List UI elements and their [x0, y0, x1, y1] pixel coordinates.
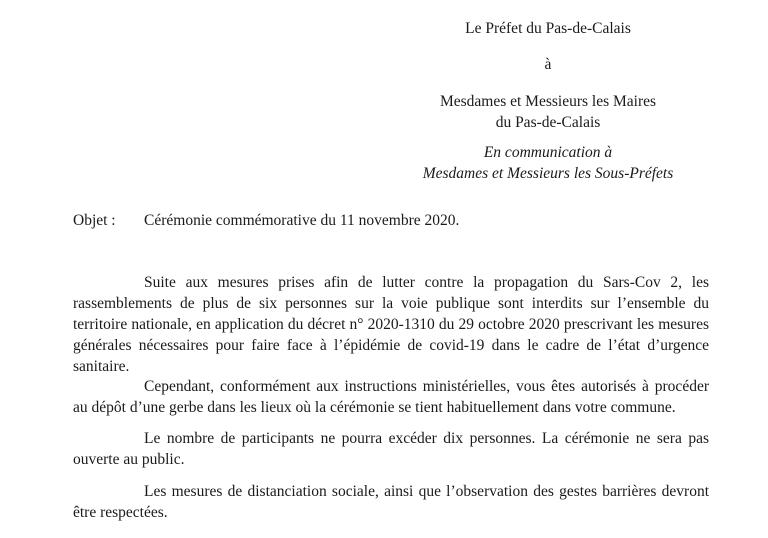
- paragraph-3: Le nombre de participants ne pourra excéder dix personnes. La cérémonie ne sera pas ouverte au public.: [73, 430, 709, 468]
- subject-line: [73, 212, 459, 230]
- cc-line-2: Mesdames et Messieurs les Sous-Préfets: [422, 165, 674, 182]
- sender-line: Le Préfet du Pas-de-Calais: [465, 20, 631, 37]
- to-word: à: [544, 56, 552, 73]
- subject-label: Objet :: [73, 212, 116, 229]
- paragraph-1: Suite aux mesures prises afin de lutter contre la propagation du Sars-Cov 2, les rassemblements de plus de six personnes sur la voie publique sont interdits sur l’ensemble du territoire nationale, en application du décret n° 2020-1310 du 29 octobre 2020 prescrivant les mesures générales nécessaires pour faire face à l’épidémie de covid-19 dans le cadre de l’état d’urgence sanitaire.: [73, 274, 709, 375]
- recipients-line-1: Mesdames et Messieurs les Maires: [439, 93, 657, 110]
- recipients-line-2: du Pas-de-Calais: [495, 114, 601, 131]
- paragraph-4: Les mesures de distanciation sociale, ainsi que l’observation des gestes barrières devront être respectées.: [73, 483, 709, 521]
- cc-line-1: En communication à: [483, 144, 613, 161]
- paragraph-2: Cependant, conformément aux instructions ministérielles, vous êtes autorisés à procéder au dépôt d’une gerbe dans les lieux où la cérémonie se tient habituellement dans votre commune.: [73, 378, 709, 416]
- subject-text: Cérémonie commémorative du 11 novembre 2020.: [144, 212, 460, 229]
